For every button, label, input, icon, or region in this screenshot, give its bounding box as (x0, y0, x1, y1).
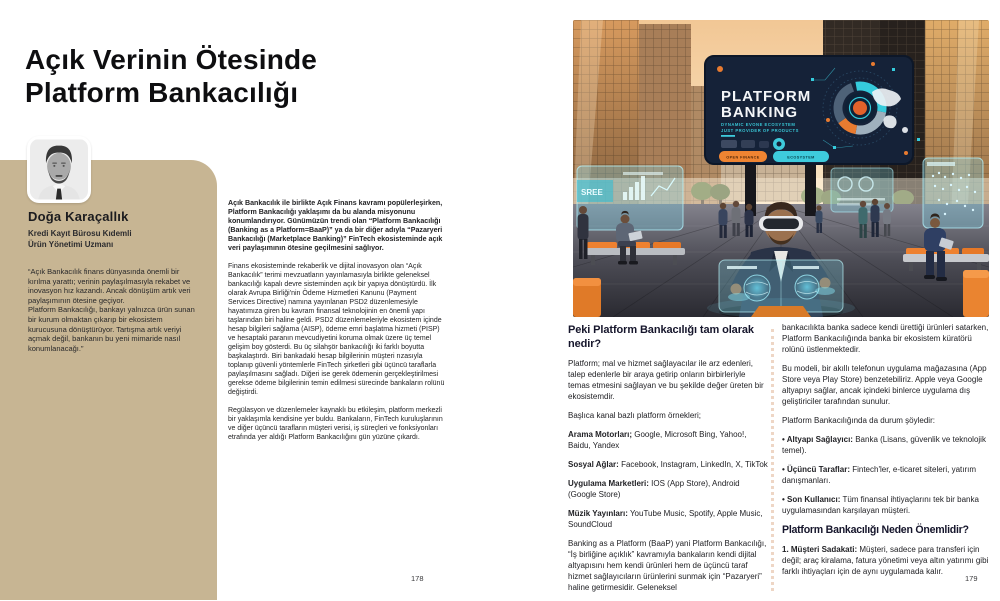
section-heading-why-important: Platform Bankacılığı Neden Önemlidir? (782, 524, 969, 536)
billboard-dot-icon (717, 66, 723, 72)
numbered-customer-loyalty (782, 544, 989, 577)
body-paragraph-3: Regülasyon ve düzenlemeler kaynaklı bu etkileşim, platform merkezli bir yaklaşımla kendisine yer buldu. Bankaların, FinTech kuruluşlarının ve diğer üçüncü tarafların müşteri verisi, iş süreçleri ve fonksiyonları etrafında yer aldığı Platform Bankacılığını gün yüzüne çıkardı. (228, 407, 443, 441)
platform-example-music (568, 508, 769, 530)
open-finance-button-label: OPEN FINANCE (726, 155, 760, 160)
col2-paragraph-2: Bu modeli, bir akıllı telefonun uygulama mağazasına (App Store veya Play Store) benzetebiliriz. Apple veya Google altyapıyı sağlar, ancak içindeki binlerce uygulama dış geliştiriciler tarafından sunulur. (782, 364, 987, 406)
ecosystem-button-label: ECOSYSTEM (787, 155, 815, 160)
author-photo (27, 136, 91, 203)
example-text: IOS (App Store), Android (Google Store) (568, 479, 740, 499)
example-text: YouTube Music, Spotify, Apple Music, SoundCloud (568, 509, 763, 529)
example-label: Arama Motorları; (568, 430, 633, 439)
pull-quote-part2: Platform Bankacılığı, bankayı yalnızca ürün sunan bir kurum olmaktan çıkarıp bir ekosistem kurucusuna dönüştürüyor. Tartışma artık veriyi açmak değil, bankanın bu yeni mimaride nasıl konumlanacağı.” (28, 305, 195, 353)
holographic-panel-left (577, 166, 683, 230)
bullet-text: Tüm finansal ihtiyaçlarını tek bir banka uygulamasından karşılayan müşteri. (782, 495, 979, 515)
example-label: Sosyal Ağlar: (568, 460, 619, 469)
author-role-line2: Ürün Yönetimi Uzmanı (28, 240, 114, 249)
col2-paragraph-3: Platform Bankacılığında da durum şöyledir: (782, 416, 935, 425)
pull-quote (28, 267, 202, 353)
bullet-infrastructure (782, 434, 989, 456)
bullet-label: • Son Kullanıcı: (782, 495, 841, 504)
author-name: Doğa Karaçallık (28, 209, 129, 224)
platform-banking-billboard (705, 56, 920, 164)
billboard-title-line1: PLATFORM (721, 88, 812, 105)
col2-paragraph-1: bankacılıkta banka sadece kendi ürettiği ürünleri satarken, Platform Bankacılığında banka bir ekosistem küratörü rolünü üstlenmektedir. (782, 323, 989, 354)
col1-paragraph-3: Banking as a Platform (BaaP) yani Platform Bankacılığı, “İş birliğine açıklık” kavramıyla bankaların kendi dijital altyapısını hem kendi ürünleri hem de üçüncü taraf hizmet sağlayıcıların ürünlerini sunmak için “Pazaryeri” haline getirmesidir. Geleneksel (568, 539, 767, 592)
left-body-column (228, 199, 445, 451)
bullet-end-user (782, 494, 989, 516)
platform-example-social (568, 459, 769, 470)
example-text: Facebook, Instagram, LinkedIn, X, TikTok (618, 460, 768, 469)
example-text: Google, Microsoft Bing, Yahoo!, Baidu, Yandex (568, 430, 747, 450)
page-title: Açık Verinin Ötesinde Platform Bankacılığı (25, 43, 318, 108)
holographic-panel-right (923, 158, 983, 228)
holo-left-label: SREE (581, 188, 603, 197)
section-heading-what-is: Peki Platform Bankacılığı tam olarak nedir? (568, 324, 754, 350)
author-portrait-illustration (30, 139, 88, 200)
bullet-text: Banka (Lisans, güvenlik ve teknolojik temel). (782, 435, 986, 455)
author-role-line1: Kredi Kayıt Bürosu Kıdemli (28, 229, 132, 238)
author-role (28, 228, 132, 250)
article-photo (573, 20, 989, 317)
page-number-179: 179 (965, 574, 978, 583)
numbered-text: Müşteri, sadece para transferi için değil; araç kiralama, fatura yönetimi veya altın yatırımı gibi farklı ihtiyaçları için de aynı uygulamada kalır. (782, 544, 989, 576)
billboard-title-line2: BANKING (721, 104, 798, 121)
example-label: Uygulama Marketleri: (568, 479, 649, 488)
intro-paragraph: Açık Bankacılık ile birlikte Açık Finans kavramı popülerleşirken, Platform Bankacılığı yaklaşımı da bu alanda misyonunu konumlandırıyor. Günümüzün trendi olan “Platform Bankacılığı (Banking as a Platform=BaaP)” ya da bir diğer adıyla “Pazaryeri Bankacılığı (Marketplace Banking)” FinTech ekosisteminde açık veri paylaşımının ötesine geçilmesini sağlıyor. (228, 199, 443, 252)
city-plaza-scene (573, 20, 989, 317)
billboard-subtitle-2: JUST PROVIDER OF PRODUCTS (721, 128, 799, 133)
column-divider (771, 329, 774, 591)
platform-example-appstores (568, 478, 769, 500)
bullet-label: • Altyapı Sağlayıcı: (782, 435, 853, 444)
bullet-label: • Üçüncü Taraflar: (782, 465, 850, 474)
bullet-text: Fintech'ler, e-ticaret siteleri, yatırım danışmanları. (782, 465, 977, 485)
right-column-1 (568, 324, 769, 601)
example-label: Müzik Yayınları: (568, 509, 628, 518)
billboard-subtitle-1: DYNAMIC EVONE ECOSYSTEM (721, 122, 796, 127)
author-panel (0, 160, 217, 600)
numbered-label: 1. Müşteri Sadakati: (782, 544, 858, 554)
col1-paragraph-2: Başlıca kanal bazlı platform örnekleri; (568, 411, 701, 420)
page-number-178: 178 (411, 574, 424, 583)
right-column-2 (782, 322, 989, 585)
pull-quote-part1: “Açık Bankacılık finans dünyasında önemli bir kırılma yarattı; verinin paylaşılmasıyla rekabet ve inovasyon hız kazandı. Ancak dönüşüm artık veri paylaşımının ötesine geçiyor. (28, 267, 191, 305)
bullet-third-parties (782, 464, 989, 486)
col1-paragraph-1: Platform; mal ve hizmet sağlayacılar ile arz edenleri, talep edenlerle bir araya getirip onların birbirleriyle temas etmesini sağlayan ve bu şekilde değer üreten bir ekosistemdir. (568, 359, 764, 401)
platform-example-search (568, 429, 769, 451)
body-paragraph-2: Finans ekosisteminde rekaberlik ve dijital inovasyon olan “Açık Bankacılık” terimi mevzuatların yayınlamasıyla birlikte geleneksel bankacılığı kapalı devre sisteminden açık bir yapıya dönüştürdü. İlk olarak Avrupa Birliği'nin Ödeme Hizmetleri Kanunu (Payment Services Directive) namına yayınlanan PSD2 düzenlemesiyle hayatımıza giren bu kavram finansal teknolojinin en önemli yapı taşlarından biri haline geldi. PSD2 düzenlemeleriyle ekosistem içinde hesap bilgileri sağlama (AISP), ödeme emri başlatma hizmeti (PISP) ve hesaptaki paranın mevcudiyetini koruma olmak üzere üç temel gelişim boy gösterdi. Bu üç silahşör bankacılığı iki farklı boyutta başkalaştırdı. Biri bankadaki hesap bilgilerinin müşteri rızasıyla toplanıp güvenli yöntemlerle FinTech şirketleri gibi üçüncü taraflarla paylaşılmasını sağladı. Diğeri ise gerek ödemenin gerçekleştirilmesi gerekse ödeme bilgilerinin temin edilmesi sürecinde bankaların rolünü değiştirdi. (228, 263, 445, 396)
